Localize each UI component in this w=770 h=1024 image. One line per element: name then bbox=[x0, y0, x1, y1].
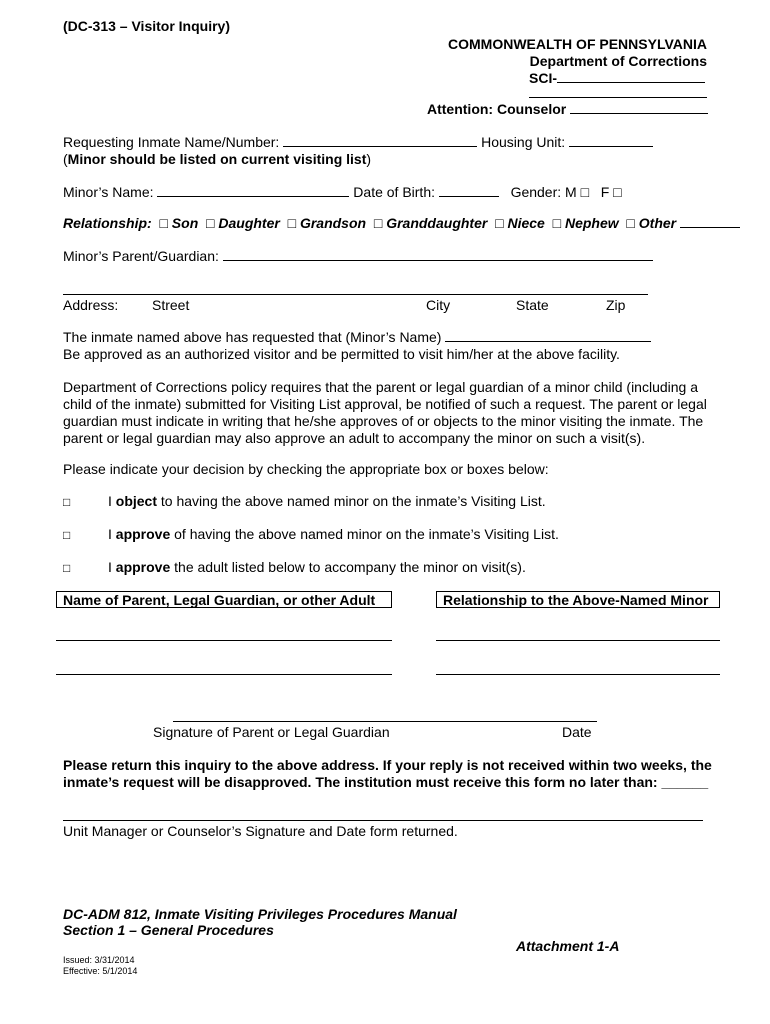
counselor-field[interactable] bbox=[570, 101, 708, 114]
sci-field-line-2[interactable] bbox=[529, 97, 707, 98]
relationship-nephew[interactable]: □ Nephew bbox=[552, 215, 619, 231]
relationship-row bbox=[63, 215, 740, 232]
relationship-field-1[interactable] bbox=[436, 640, 720, 641]
inmate-name-label: Requesting Inmate Name/Number: bbox=[63, 134, 280, 150]
manual-title: DC-ADM 812, Inmate Visiting Privileges Procedures Manual bbox=[63, 906, 457, 922]
choice-approve-minor-checkbox[interactable]: □ bbox=[63, 528, 71, 542]
relationship-niece[interactable]: □ Niece bbox=[495, 215, 545, 231]
relationship-other-field[interactable] bbox=[680, 215, 740, 228]
signature-label: Signature of Parent or Legal Guardian bbox=[153, 724, 390, 740]
sci-label: SCI- bbox=[529, 70, 705, 87]
address-label: Address: bbox=[63, 297, 119, 313]
effective-date: Effective: 5/1/2014 bbox=[63, 966, 138, 976]
choice-approve-minor-text: I approve of having the above named minor on the inmate’s Visiting List. bbox=[108, 526, 559, 542]
choice-object-text: I object to having the above named minor on the inmate’s Visiting List. bbox=[108, 493, 546, 509]
gender-f-checkbox[interactable]: F □ bbox=[600, 184, 622, 200]
choice-approve-adult-text: I approve the adult listed below to accompany the minor on visit(s). bbox=[108, 559, 526, 575]
agency-line-2: Department of Corrections bbox=[529, 53, 707, 69]
gender-label: Gender: bbox=[510, 184, 562, 200]
dob-label: Date of Birth: bbox=[353, 184, 435, 200]
inmate-name-row bbox=[63, 134, 653, 151]
dob-field[interactable] bbox=[439, 184, 499, 197]
relationship-son[interactable]: □ Son bbox=[159, 215, 199, 231]
inmate-name-field[interactable] bbox=[283, 134, 477, 147]
manual-section: Section 1 – General Procedures bbox=[63, 922, 274, 938]
policy-text: Department of Corrections policy requires that the parent or legal guardian of a minor child (including a child of the inmate) submitted for Visiting List approval, be notified of such a request. The parent or legal guardian must indicate in writing that he/she approves of or objects to the minor visiting the inmate. The parent or legal guardian may also approve an adult to accompany the minor on such a visit(s). bbox=[63, 379, 707, 446]
agency-line-1: COMMONWEALTH OF PENNSYLVANIA bbox=[448, 36, 707, 52]
guardian-field[interactable] bbox=[223, 248, 653, 261]
choice-approve-adult-checkbox[interactable]: □ bbox=[63, 561, 71, 575]
housing-unit-label: Housing Unit: bbox=[481, 134, 566, 150]
guardian-row bbox=[63, 248, 653, 265]
adult-name-field-2[interactable] bbox=[56, 674, 392, 675]
address-street-label: Street bbox=[152, 297, 190, 313]
adult-name-field-1[interactable] bbox=[56, 640, 392, 641]
request-line-2: Be approved as an authorized visitor and be permitted to visit him/her at the above facility. bbox=[63, 346, 620, 362]
gender-m-checkbox[interactable]: M □ bbox=[565, 184, 590, 200]
attention-line: Attention: Counselor bbox=[427, 101, 708, 118]
relationship-other[interactable]: □ Other bbox=[626, 215, 677, 231]
sci-field[interactable] bbox=[557, 70, 705, 83]
housing-unit-field[interactable] bbox=[569, 134, 653, 147]
request-minor-name-field[interactable] bbox=[445, 329, 651, 342]
issued-date: Issued: 3/31/2014 bbox=[63, 955, 135, 965]
relationship-grandson[interactable]: □ Grandson bbox=[287, 215, 367, 231]
address-state-label: State bbox=[516, 297, 549, 313]
table-header-relationship: Relationship to the Above-Named Minor bbox=[436, 591, 720, 608]
minor-name-label: Minor’s Name: bbox=[63, 184, 154, 200]
relationship-field-2[interactable] bbox=[436, 674, 720, 675]
return-notice: Please return this inquiry to the above address. If your reply is not received within two weeks, the inmate’s request will be disapproved. The institution must receive this form no later than: ______ bbox=[63, 757, 712, 790]
table-header-adult-name: Name of Parent, Legal Guardian, or other Adult bbox=[56, 591, 392, 608]
relationship-granddaughter[interactable]: □ Granddaughter bbox=[373, 215, 488, 231]
minor-name-field[interactable] bbox=[157, 184, 349, 197]
attachment-label: Attachment 1-A bbox=[516, 938, 620, 954]
unit-manager-signature-line[interactable] bbox=[63, 820, 703, 821]
minor-row bbox=[63, 184, 622, 201]
address-city-label: City bbox=[426, 297, 451, 313]
relationship-label: Relationship: bbox=[63, 215, 152, 231]
relationship-daughter[interactable]: □ Daughter bbox=[206, 215, 280, 231]
instruction-text: Please indicate your decision by checking the appropriate box or boxes below: bbox=[63, 461, 549, 477]
form-id: (DC-313 – Visitor Inquiry) bbox=[63, 18, 231, 34]
address-zip-label: Zip bbox=[606, 297, 626, 313]
unit-manager-label: Unit Manager or Counselor’s Signature and Date form returned. bbox=[63, 823, 458, 839]
signature-line[interactable] bbox=[173, 721, 597, 722]
choice-object-checkbox[interactable]: □ bbox=[63, 495, 71, 509]
address-line[interactable] bbox=[63, 294, 648, 295]
minor-note: (Minor should be listed on current visiting list) bbox=[63, 151, 372, 167]
signature-date-label: Date bbox=[562, 724, 592, 740]
guardian-label: Minor’s Parent/Guardian: bbox=[63, 248, 219, 264]
request-line-1: The inmate named above has requested that (Minor’s Name) bbox=[63, 329, 651, 346]
